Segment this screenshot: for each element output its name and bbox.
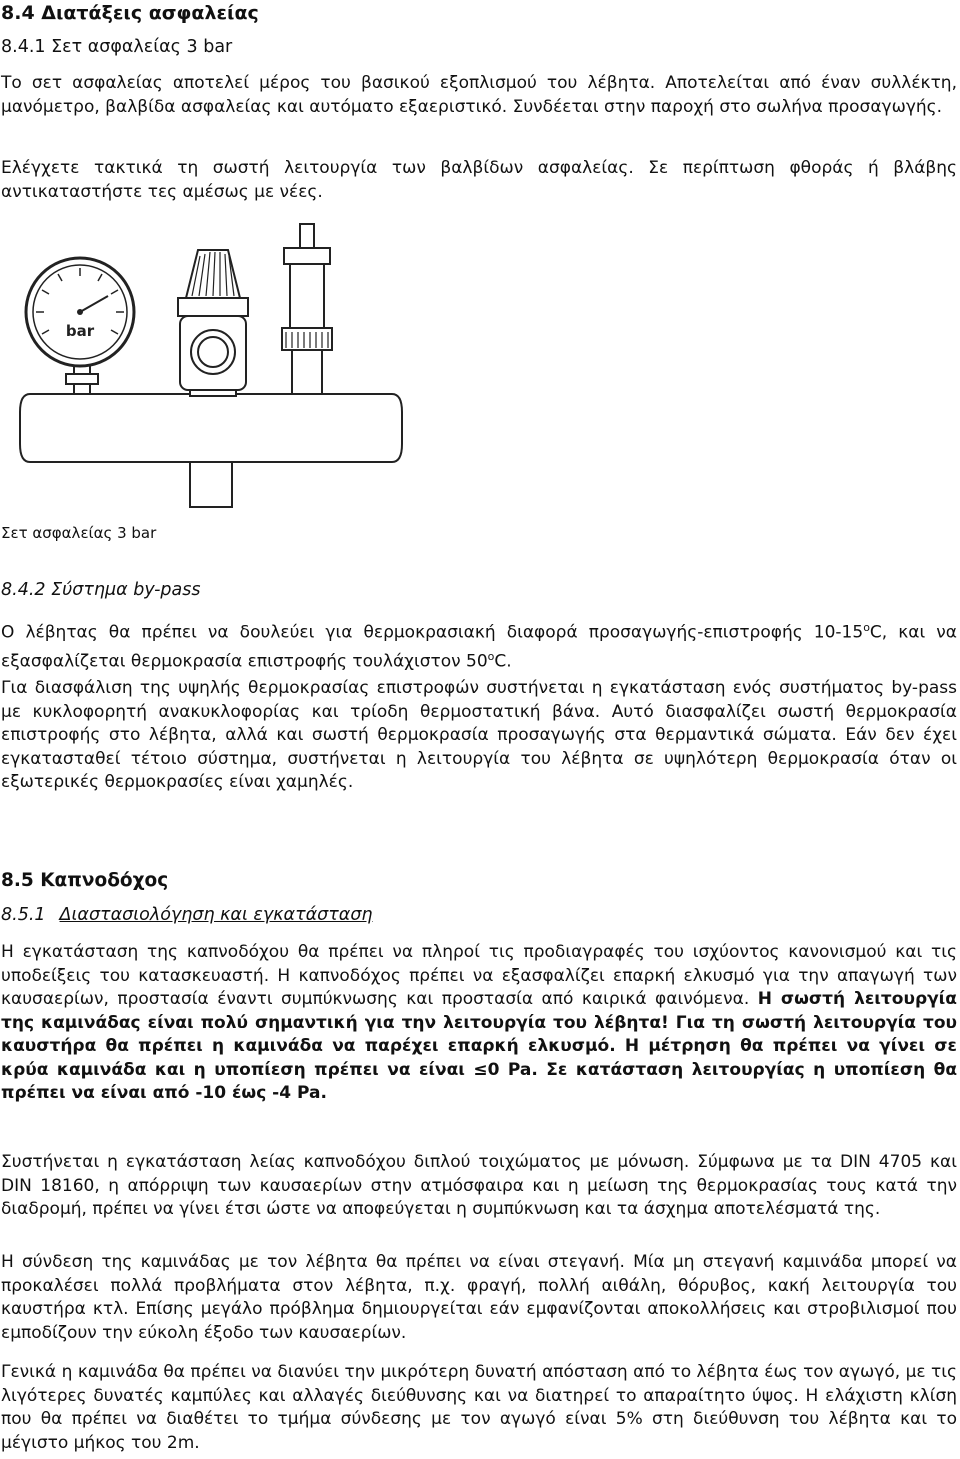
air-vent (282, 224, 332, 394)
section-8-4-1-heading: 8.4.1 Σετ ασφαλείας 3 bar (1, 37, 233, 57)
manifold-outlet (190, 462, 232, 507)
gauge-nut (66, 374, 98, 384)
paragraph-bypass-system: Για διασφάλιση της υψηλής θερμοκρασίας επιστροφών συστήνεται η εγκατάσταση ενός συστήματος by-pass με κυκλοφορητή ανακυκλοφορίας και τρίοδη θερμοστατική βάνα. Αυτό διασφαλίζει σωστή θερμοκρασία επιστροφής στο λέβητα, αλλά και σωστή θερμοκρασία προσαγωγής στα θερμαντικά σώματα. Εάν δεν έχει εγκατασταθεί τέτοιο σύστημα, συστήνεται η λειτουργία του λέβητα σε υψηλότερη θερμοκρασία όταν οι εξωτερικές θερμοκρασίες είναι χαμηλές. (1, 678, 957, 792)
paragraph-chimney-insulation: Συστήνεται η εγκατάσταση λείας καπνοδόχου διπλού τοιχώματος με μόνωση. Σύμφωνα με τα DIN 4705 και DIN 18160, η απόρριψη των καυσαερίων στην ατμόσφαιρα και η μείωση της θερμοκρασίας τους κατά την διαδρομή, πρέπει να γίνει έτσι ώστε να αποφεύγεται η συμπύκνωση και τα άσχημα αποτελέσματά της. (1, 1152, 957, 1219)
safety-valve (178, 250, 248, 396)
gauge-unit-label: bar (65, 322, 95, 340)
paragraph-temperature-difference: Ο λέβητας θα πρέπει να δουλεύει για θερμοκρασιακή διαφορά προσαγωγής-επιστροφής 10-15$^o$C, και να εξασφαλίζεται θερμοκρασία επιστροφής τουλάχιστον 50$^o$C. (1, 621, 957, 672)
figure-caption: Σετ ασφαλείας 3 bar (1, 524, 157, 542)
section-8-4-title: 8.4 Διατάξεις ασφαλείας (1, 2, 259, 24)
paragraph-safety-set-description: Το σετ ασφαλείας αποτελεί μέρος του βασικού εξοπλισμού του λέβητα. Αποτελείται από έναν συλλέκτη, μανόμετρο, βαλβίδα ασφαλείας και αυτόματο εξαεριστικό. Συνδέεται στην παροχή στο σωλήνα προσαγωγής. (1, 73, 957, 117)
section-8-5-1-heading: 8.5.1 Διαστασιολόγηση και εγκατάσταση (1, 905, 373, 925)
gauge-needle-pivot (77, 309, 83, 315)
safety-set-figure (0, 212, 440, 517)
section-8-5-title: 8.5 Καπνοδόχος (1, 870, 169, 891)
paragraph-chimney-route: Γενικά η καμινάδα θα πρέπει να διανύει την μικρότερη δυνατή απόσταση από το λέβητα έως τον αγωγό, με τις λιγότερες δυνατές καμπύλες και αλλαγές διεύθυνσης και να διατηρεί το απαραίτητο ύψος. Η ελάχιστη κλίση που θα πρέπει να διαθέτει το τμήμα σύνδεσης με τον αγωγό είναι 5% στη διεύθυνση του λέβητα και το μέγιστο μήκος του 2m. (1, 1362, 957, 1453)
manifold-body (20, 394, 402, 462)
paragraph-chimney-requirements: Η εγκατάσταση της καπνοδόχου θα πρέπει να πληροί τις προδιαγραφές του ισχύοντος κανονισμού και τις υποδείξεις του κατασκευαστή. Η καπνοδόχος πρέπει να εξασφαλίζει επαρκή ελκυσμό για την απαγωγή των καυσαερίων, προστασία έναντι συμπύκνωσης και προστασία από καιρικά φαινόμενα. Η σωστή λειτουργία της καμινάδας είναι πολύ σημαντική για την λειτουργία του λέβητα! Για τη σωστή λειτουργία του καυστήρα θα πρέπει η καμινάδα να παρέχει επαρκή ελκυσμό. Η μέτρηση θα πρέπει να γίνει σε κρύα καμινάδα και η υποπίεση πρέπει να είναι ≤0 Pa. Σε κατάσταση λειτουργίας η υποπίεση θα πρέπει να είναι από -10 έως -4 Pa. (1, 942, 957, 1103)
paragraph-chimney-connection: Η σύνδεση της καμινάδας με τον λέβητα θα πρέπει να είναι στεγανή. Μία μη στεγανή καμινάδα μπορεί να προκαλέσει πολλά προβλήματα στον λέβητα, π.χ. φραγή, πολλή αιθάλη, θόρυβος, κακή λειτουργία του καυστήρα κτλ. Επίσης μεγάλο πρόβλημα δημιουργείται εάν εμφανίζονται αποκολλήσεις και στροβιλισμοί που εμποδίζουν την εύκολη έξοδο των καυσαερίων. (1, 1252, 957, 1343)
paragraph-safety-check: Ελέγχετε τακτικά τη σωστή λειτουργία των βαλβίδων ασφαλείας. Σε περίπτωση φθοράς ή βλάβης αντικαταστήστε τες αμέσως με νέες. (1, 158, 957, 202)
section-8-4-2-heading: 8.4.2 Σύστημα by-pass (1, 580, 201, 600)
